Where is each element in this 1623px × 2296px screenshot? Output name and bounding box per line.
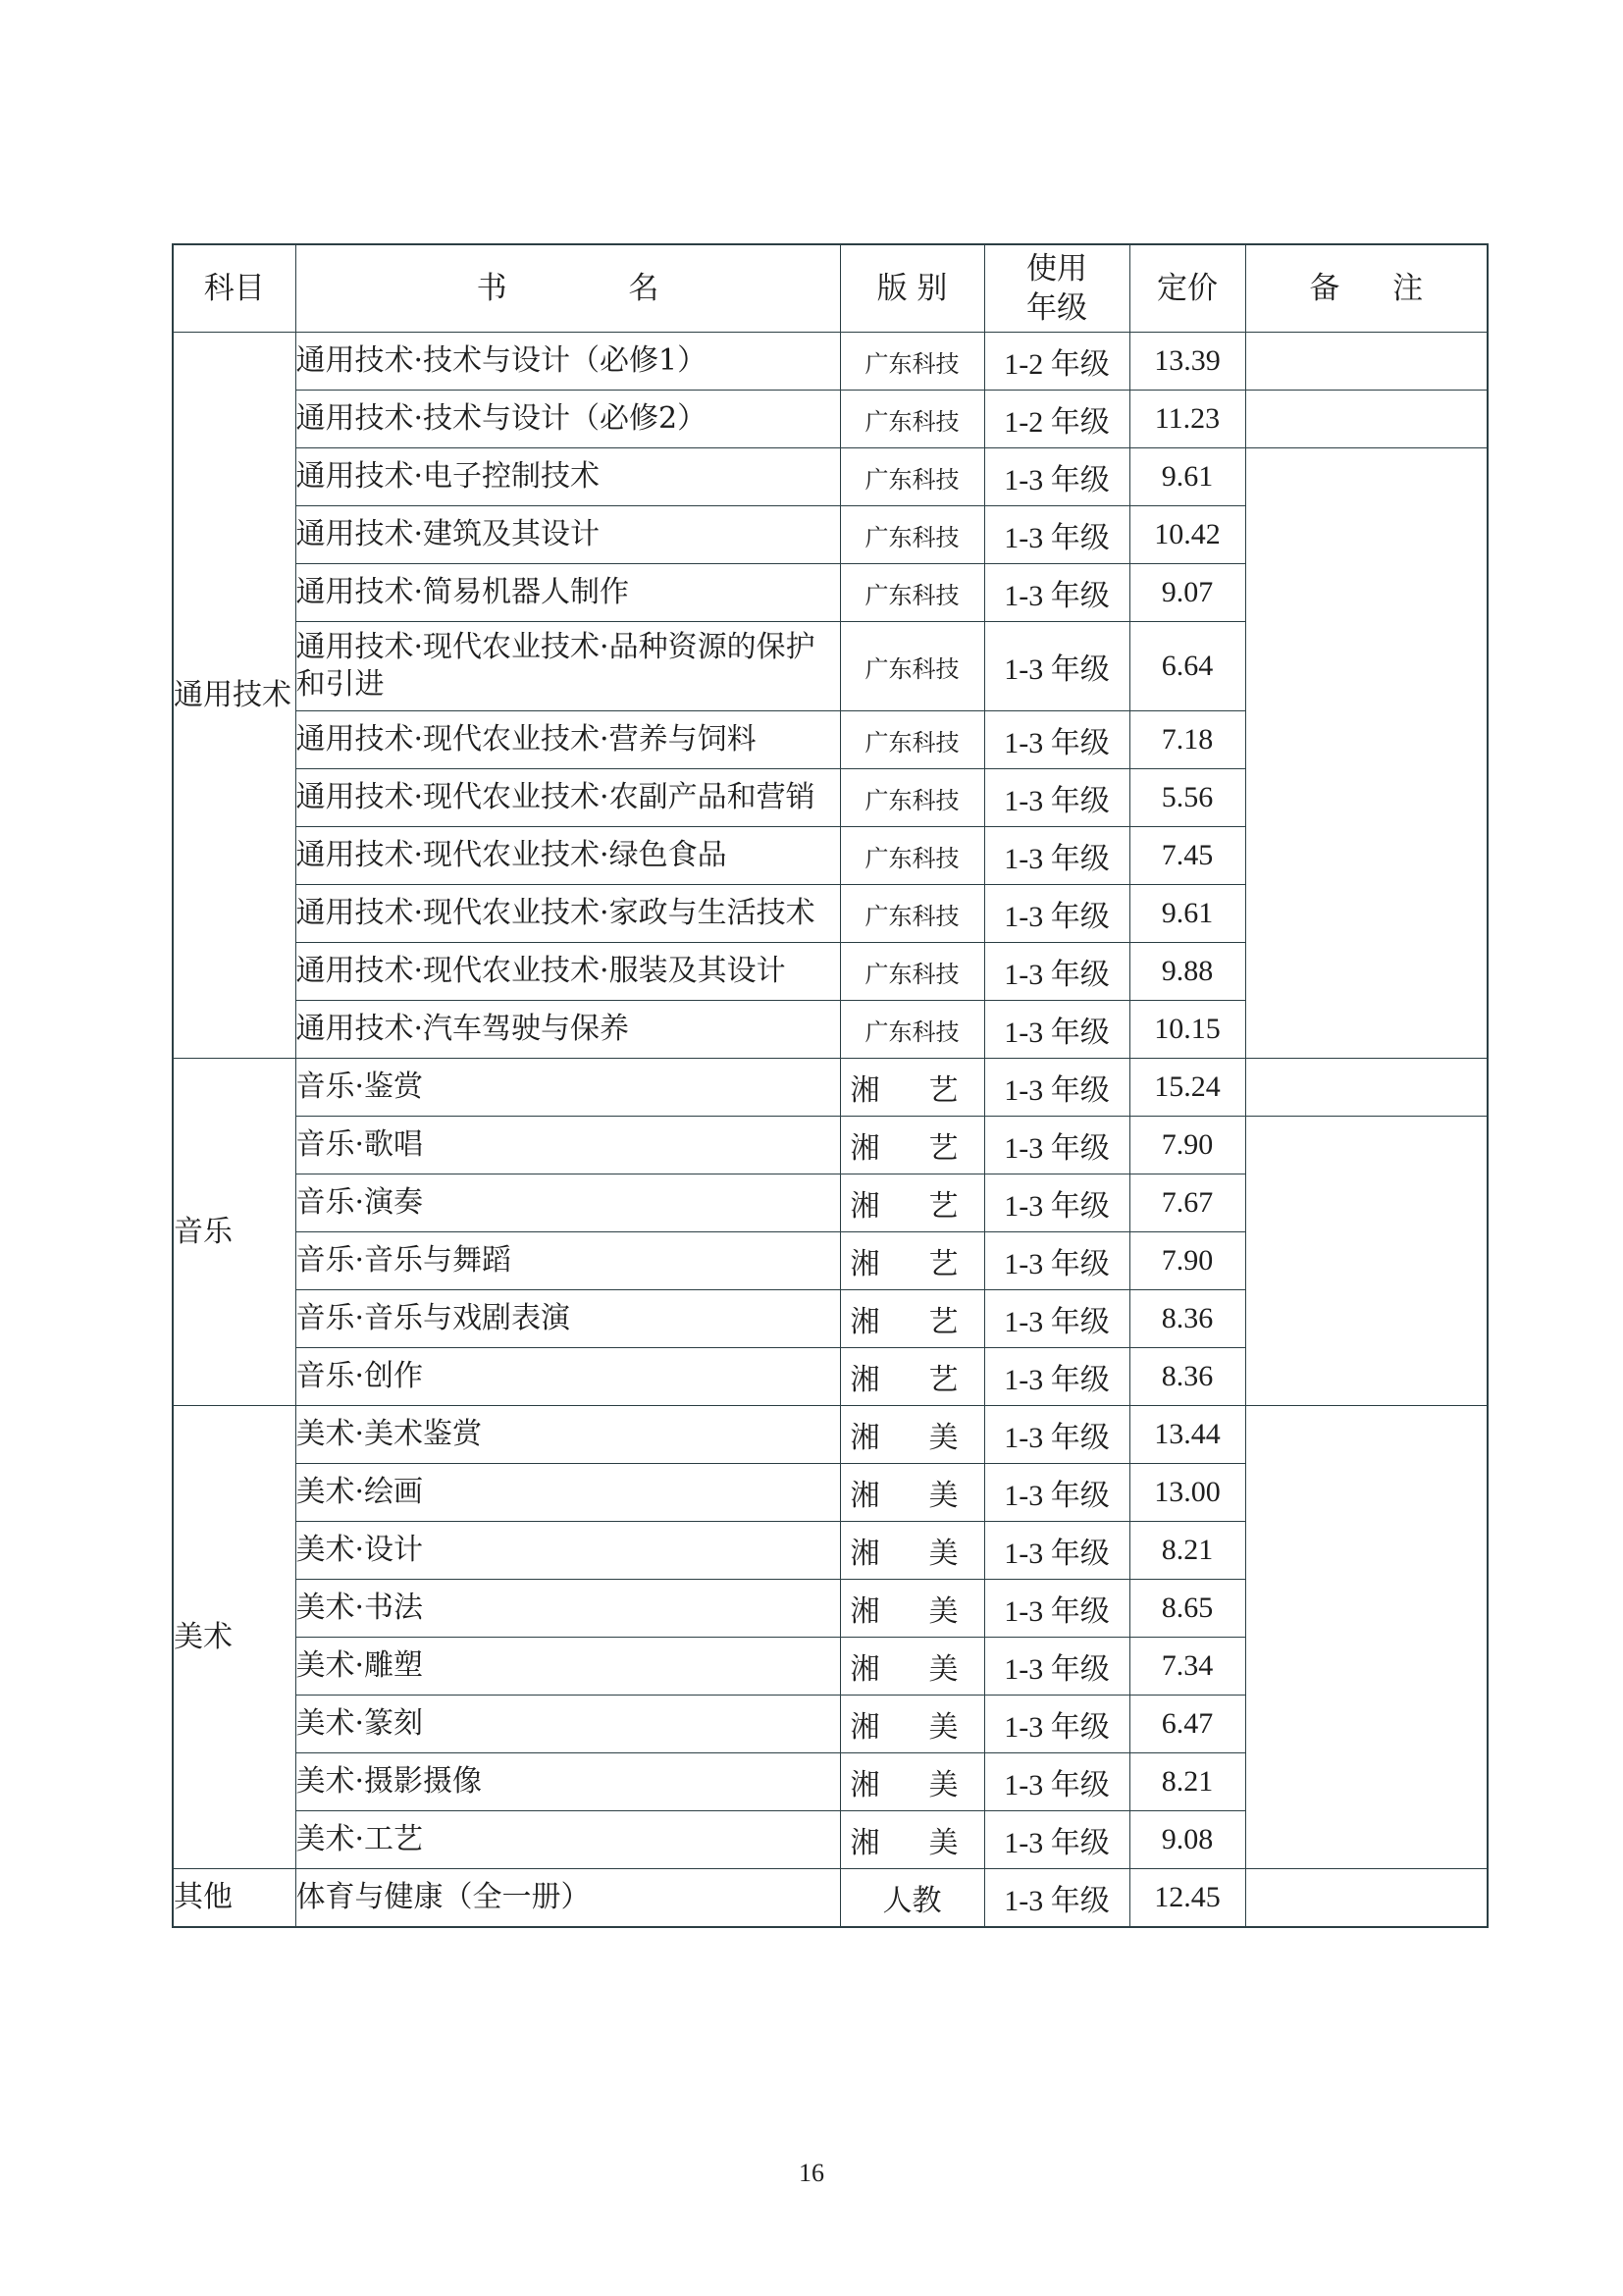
book-grade: 1-3 年级: [984, 769, 1129, 827]
textbook-table: [172, 243, 1489, 1928]
book-grade: 1-2 年级: [984, 391, 1129, 448]
subject-cell: 音乐: [173, 1059, 295, 1406]
header-title-char-1: 书: [476, 271, 507, 306]
book-publisher: 湘艺: [840, 1174, 984, 1232]
book-grade: 1-3 年级: [984, 1406, 1129, 1464]
book-title: 美术·篆刻: [295, 1696, 840, 1753]
book-publisher: 湘美: [840, 1580, 984, 1638]
book-publisher: 湘艺: [840, 1117, 984, 1174]
book-grade: 1-3 年级: [984, 1464, 1129, 1522]
book-publisher: 湘美: [840, 1811, 984, 1869]
book-price: 7.90: [1129, 1117, 1245, 1174]
book-grade: 1-3 年级: [984, 1869, 1129, 1928]
book-publisher: 广东科技: [840, 506, 984, 564]
book-price: 7.67: [1129, 1174, 1245, 1232]
book-price: 7.45: [1129, 827, 1245, 885]
book-title: 通用技术·现代农业技术·农副产品和营销: [295, 769, 840, 827]
book-price: 7.90: [1129, 1232, 1245, 1290]
note-cell: [1245, 333, 1488, 391]
book-price: 9.07: [1129, 564, 1245, 622]
book-title: 通用技术·现代农业技术·家政与生活技术: [295, 885, 840, 943]
book-publisher: 广东科技: [840, 711, 984, 769]
book-price: 8.36: [1129, 1348, 1245, 1406]
book-title: 通用技术·技术与设计（必修2）: [295, 391, 840, 448]
book-title: 美术·设计: [295, 1522, 840, 1580]
book-grade: 1-3 年级: [984, 943, 1129, 1001]
book-price: 7.18: [1129, 711, 1245, 769]
book-price: 13.00: [1129, 1464, 1245, 1522]
note-cell: [1245, 1059, 1488, 1117]
book-grade: 1-3 年级: [984, 1753, 1129, 1811]
header-grade-line-2: 年级: [1026, 290, 1087, 326]
book-title: 通用技术·建筑及其设计: [295, 506, 840, 564]
book-publisher: 湘美: [840, 1753, 984, 1811]
header-price: 定价: [1129, 244, 1245, 333]
book-title: 体育与健康（全一册）: [295, 1869, 840, 1928]
book-title: 通用技术·技术与设计（必修1）: [295, 333, 840, 391]
book-grade: 1-3 年级: [984, 1811, 1129, 1869]
book-publisher: 广东科技: [840, 622, 984, 711]
book-grade: 1-3 年级: [984, 1638, 1129, 1696]
book-grade: 1-3 年级: [984, 506, 1129, 564]
book-grade: 1-2 年级: [984, 333, 1129, 391]
book-title: 通用技术·现代农业技术·服装及其设计: [295, 943, 840, 1001]
note-cell: [1245, 448, 1488, 1059]
book-publisher: 湘美: [840, 1696, 984, 1753]
book-publisher: 广东科技: [840, 333, 984, 391]
header-note-char-2: 注: [1392, 271, 1424, 306]
table-row: [173, 1406, 1488, 1464]
book-price: 8.36: [1129, 1290, 1245, 1348]
book-price: 9.61: [1129, 885, 1245, 943]
book-publisher: 湘美: [840, 1406, 984, 1464]
header-subject: 科目: [173, 244, 295, 333]
book-price: 10.15: [1129, 1001, 1245, 1059]
book-publisher: 湘艺: [840, 1290, 984, 1348]
book-grade: 1-3 年级: [984, 564, 1129, 622]
book-grade: 1-3 年级: [984, 1117, 1129, 1174]
book-grade: 1-3 年级: [984, 448, 1129, 506]
book-title: 通用技术·现代农业技术·绿色食品: [295, 827, 840, 885]
book-grade: 1-3 年级: [984, 1580, 1129, 1638]
book-publisher: 广东科技: [840, 827, 984, 885]
book-title: 通用技术·电子控制技术: [295, 448, 840, 506]
book-publisher: 广东科技: [840, 1001, 984, 1059]
book-title: 美术·美术鉴赏: [295, 1406, 840, 1464]
book-price: 10.42: [1129, 506, 1245, 564]
header-grade-line-1: 使用: [1026, 251, 1087, 287]
subject-cell: 通用技术: [173, 333, 295, 1059]
book-grade: 1-3 年级: [984, 1232, 1129, 1290]
book-publisher: 广东科技: [840, 564, 984, 622]
book-grade: 1-3 年级: [984, 827, 1129, 885]
book-grade: 1-3 年级: [984, 1522, 1129, 1580]
book-price: 15.24: [1129, 1059, 1245, 1117]
table-row: [173, 1869, 1488, 1928]
book-price: 6.64: [1129, 622, 1245, 711]
book-grade: 1-3 年级: [984, 1696, 1129, 1753]
book-title: 通用技术·简易机器人制作: [295, 564, 840, 622]
book-publisher: 人教: [840, 1869, 984, 1928]
book-grade: 1-3 年级: [984, 1001, 1129, 1059]
book-price: 8.21: [1129, 1522, 1245, 1580]
header-row: [173, 244, 1488, 333]
book-price: 9.61: [1129, 448, 1245, 506]
page-number: 16: [799, 2159, 824, 2187]
book-title: 通用技术·汽车驾驶与保养: [295, 1001, 840, 1059]
book-title: 美术·工艺: [295, 1811, 840, 1869]
book-grade: 1-3 年级: [984, 1174, 1129, 1232]
note-cell: [1245, 1117, 1488, 1406]
header-note-char-1: 备: [1309, 271, 1340, 306]
book-price: 9.08: [1129, 1811, 1245, 1869]
book-price: 6.47: [1129, 1696, 1245, 1753]
book-publisher: 湘艺: [840, 1059, 984, 1117]
book-publisher: 广东科技: [840, 943, 984, 1001]
book-title: 美术·绘画: [295, 1464, 840, 1522]
book-price: 7.34: [1129, 1638, 1245, 1696]
book-publisher: 广东科技: [840, 391, 984, 448]
book-publisher: 湘美: [840, 1464, 984, 1522]
book-grade: 1-3 年级: [984, 1348, 1129, 1406]
book-grade: 1-3 年级: [984, 885, 1129, 943]
book-publisher: 湘美: [840, 1522, 984, 1580]
book-price: 5.56: [1129, 769, 1245, 827]
table-row: [173, 1117, 1488, 1174]
book-title: 音乐·音乐与戏剧表演: [295, 1290, 840, 1348]
book-price: 12.45: [1129, 1869, 1245, 1928]
header-grade: [984, 244, 1129, 333]
book-price: 8.65: [1129, 1580, 1245, 1638]
book-title: 音乐·歌唱: [295, 1117, 840, 1174]
book-publisher: 湘美: [840, 1638, 984, 1696]
header-title: [295, 244, 840, 333]
book-title: 通用技术·现代农业技术·营养与饲料: [295, 711, 840, 769]
book-price: 11.23: [1129, 391, 1245, 448]
header-note: [1245, 244, 1488, 333]
book-publisher: 广东科技: [840, 448, 984, 506]
book-publisher: 湘艺: [840, 1232, 984, 1290]
book-price: 13.44: [1129, 1406, 1245, 1464]
note-cell: [1245, 1869, 1488, 1928]
note-cell: [1245, 1406, 1488, 1869]
book-title: 美术·书法: [295, 1580, 840, 1638]
header-title-char-2: 名: [628, 271, 659, 306]
table-row: [173, 1059, 1488, 1117]
book-grade: 1-3 年级: [984, 1290, 1129, 1348]
book-title: 美术·雕塑: [295, 1638, 840, 1696]
book-grade: 1-3 年级: [984, 1059, 1129, 1117]
table-row: [173, 391, 1488, 448]
book-title: 音乐·鉴赏: [295, 1059, 840, 1117]
book-price: 9.88: [1129, 943, 1245, 1001]
book-publisher: 湘艺: [840, 1348, 984, 1406]
book-price: 8.21: [1129, 1753, 1245, 1811]
book-publisher: 广东科技: [840, 769, 984, 827]
book-grade: 1-3 年级: [984, 622, 1129, 711]
book-title: 音乐·音乐与舞蹈: [295, 1232, 840, 1290]
table-row: [173, 448, 1488, 506]
book-title: 美术·摄影摄像: [295, 1753, 840, 1811]
note-cell: [1245, 391, 1488, 448]
subject-cell: 其他: [173, 1869, 295, 1928]
book-grade: 1-3 年级: [984, 711, 1129, 769]
book-title: 通用技术·现代农业技术·品种资源的保护和引进: [295, 622, 840, 711]
book-price: 13.39: [1129, 333, 1245, 391]
header-publisher: 版 别: [840, 244, 984, 333]
book-title: 音乐·创作: [295, 1348, 840, 1406]
table-row: [173, 333, 1488, 391]
subject-cell: 美术: [173, 1406, 295, 1869]
book-title: 音乐·演奏: [295, 1174, 840, 1232]
book-publisher: 广东科技: [840, 885, 984, 943]
